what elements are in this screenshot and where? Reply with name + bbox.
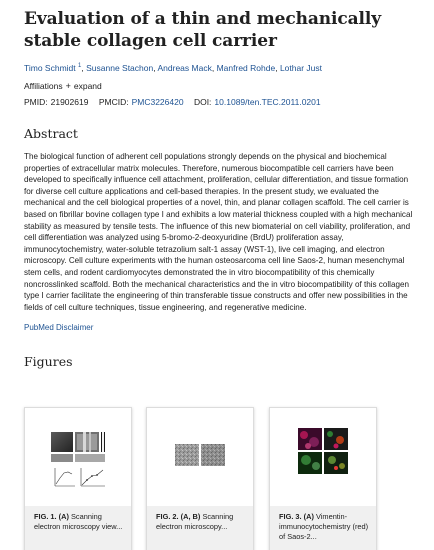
figures-heading: Figures bbox=[24, 354, 73, 370]
affiliation-ref[interactable]: 1 bbox=[78, 63, 82, 70]
figure-panel: (A) bbox=[58, 512, 69, 521]
pmid-label: PMID: bbox=[24, 97, 48, 107]
figure-card-2[interactable] bbox=[146, 407, 254, 550]
article-page bbox=[24, 8, 414, 541]
figure-card-1[interactable] bbox=[24, 407, 132, 550]
author-separator: , bbox=[211, 63, 215, 73]
figure-caption-3 bbox=[279, 512, 371, 542]
article-identifiers bbox=[24, 97, 414, 108]
fluorescence-image bbox=[270, 408, 376, 506]
author-name: Timo Schmidt bbox=[24, 63, 76, 73]
figure-card-3[interactable] bbox=[269, 407, 377, 550]
author-link-3[interactable]: Andreas Mack bbox=[157, 63, 212, 73]
figure-label: FIG. 2. bbox=[156, 512, 179, 521]
plus-icon: + bbox=[65, 81, 71, 91]
figure-panel: (A) bbox=[303, 512, 314, 521]
figure-caption-2 bbox=[156, 512, 248, 532]
figure-thumbnail-1[interactable] bbox=[25, 408, 131, 506]
figure-caption-text: Scanning electron microscopy... bbox=[156, 512, 234, 531]
sem-pair-image bbox=[147, 408, 253, 506]
author-link-5[interactable]: Lothar Just bbox=[279, 63, 322, 73]
figure-caption-text: Scanning electron microscopy view... bbox=[34, 512, 123, 531]
affiliations-toggle[interactable] bbox=[24, 81, 414, 92]
doi-link[interactable]: 10.1089/ten.TEC.2011.0201 bbox=[214, 97, 321, 107]
figure-caption-text: Vimentin-immunocytochemistry (red) of Saos-2... bbox=[279, 512, 369, 541]
figure-label: FIG. 3. bbox=[279, 512, 302, 521]
sem-grid-image bbox=[25, 408, 131, 506]
figures-carousel bbox=[24, 407, 414, 550]
pmcid-label: PMCID: bbox=[98, 97, 129, 107]
affiliations-label: Affiliations bbox=[24, 81, 63, 91]
figure-thumbnail-3[interactable] bbox=[270, 408, 376, 506]
pmid-value: 21902619 bbox=[50, 97, 89, 107]
figure-label: FIG. 1. bbox=[34, 512, 57, 521]
doi-label: DOI: bbox=[193, 97, 212, 107]
pubmed-disclaimer-link[interactable]: PubMed Disclaimer bbox=[24, 323, 94, 333]
author-link-2[interactable]: Susanne Stachon bbox=[86, 63, 154, 73]
author-link-4[interactable]: Manfred Rohde bbox=[216, 63, 276, 73]
expand-label: expand bbox=[73, 81, 102, 91]
author-list bbox=[24, 62, 414, 74]
author-separator: , bbox=[275, 63, 278, 73]
figure-caption-1 bbox=[34, 512, 126, 532]
pmcid-link[interactable]: PMC3226420 bbox=[131, 97, 184, 107]
figure-panel: (A, B) bbox=[180, 512, 201, 521]
author-link-1[interactable] bbox=[24, 63, 84, 73]
author-separator: , bbox=[153, 63, 156, 73]
author-separator: , bbox=[81, 63, 84, 73]
abstract-text: The biological function of adherent cell populations strongly depends on the physical and biochemical properties of extracellular matrix molecules. Therefore, numerous biocompatible cell carriers have been developed to specifically influence cell attachment, proliferation, cellular differentiation, and tissue formation for diverse cell culture applications and cell-based therapies. In the present study, we evaluated the mechanical and the cell biological properties of a novel, thin, and planar collagen scaffold. The cell carrier is based on fibrillar bovine collagen type I and exhibits a low material thickness coupled with a high mechanical stability as measured by tensile tests. The influence of this new biomaterial on cell viability, proliferation, and cell differentiation was analyzed using 5-bromo-2-deoxyuridine (BrdU) proliferation assay, immunocytochemistry, water-soluble tetrazolium salt-1 assay (WST-1), live cell imaging, and electron microscopy. Cell culture experiments with the human osteosarcoma cell line Saos-2, human mesenchymal stem cells, and rodent cardiomyocytes demonstrated the in vitro biocompatibility of this chemically noncrosslinked scaffold. Both the mechanical characteristics and the in vitro biocompatibility of this collagen type I carrier facilitate the engineering of thin transferable tissue constructs and offer new possibilities in the fields of cell culture techniques, tissue engineering, and regenerative medicine. bbox=[24, 152, 413, 312]
figure-thumbnail-2[interactable] bbox=[147, 408, 253, 506]
article-title: Evaluation of a thin and mechanically stable collagen cell carrier bbox=[24, 9, 382, 51]
abstract-heading: Abstract bbox=[24, 126, 78, 141]
